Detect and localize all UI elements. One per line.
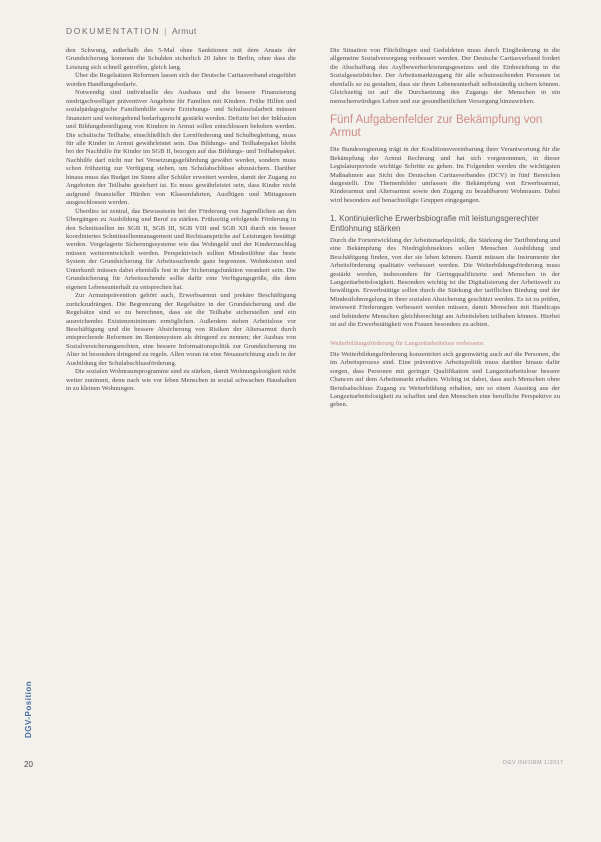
body-paragraph: Notwendig sind individuelle des Ausbaus und die bessere Finanzierung niedrigschwelliger präventiver Angebote für Familien mit Kindern. Frühe Hilfen und sozialpädagogische Familienhilfe sowie Erziehungs- und Schulsozialarbeit müssen finanziert und weitergehend bedarfsgerecht gestärkt werden. Defizite bei der Inklusion und Bildungsbeteiligung von Kindern in Armut sollen entschlossen behoben werden. Die schulische Teilhabe, einschließlich der Lernförderung und Schulbegleitung, muss für alle Kinder in Armut gewährleistet sein. Das Bildungs- und Teilhabepaket bleibt bei der Nachhilfe für Kinder im SGB II, bezogen auf das Bildungs- und Teilhabepaket. Nachhilfe darf nicht nur bei Versetzungsgefährdung gewährt werden, sondern muss schon frühzeitig zur Verfügung stehen, um Schulabschlüsse abzusichern. Darüber hinaus muss das Budget im Sinne aller Schüler erweitert werden, damit der Zugang zu Angeboten der Teilhabe gesichert ist. Es muss gewährleistet sein, dass Kinder nicht aufgrund finanzieller Hürden von Klassenfahrten, Ausflügen und Mittagessen ausgeschlossen werden. — [66, 89, 296, 207]
body-paragraph: Die Weiterbildungsförderung konzentriert sich gegenwärtig auch auf die Personen, die im Arbeitsprozess sind. Eine präventive Arbeitspolitik muss darüber hinaus dafür sorgen, dass Personen mit geringer Qualifikation und Langzeitarbeitslose bessere Chancen auf dem Arbeitsmarkt erhalten. Wichtig ist dabei, dass auch Menschen ohne Berufsabschluss Zugang zu Weiterbildung erhalten, um so einen Ausstieg aus der Langzeitarbeitslosigkeit zu schaffen und den Menschen eine berufliche Perspektive zu geben. — [330, 350, 560, 409]
body-paragraph: Die Situation von Flüchtlingen und Geduldeten muss durch Eingliederung in die allgemeine Sozialversorgung verbessert werden. Der Deutsche Caritasverband fordert die Abschaffung des Asylbewerberleistungsgesetzes und die Einbeziehung in die Sozialgesetzbücher. Der Arbeitsmarktzugang für alle schutzsuchenden Personen ist ebenfalls so zu gestalten, dass sie ihren Lebensunterhalt selbstständig sichern können. Gleichzeitig ist auf die Durchsetzung des Zugangs der Menschen in ein menschenwürdiges Leben und zur gesundheitlichen Versorgung hinzuwirken. — [330, 47, 560, 105]
header-section: DOKUMENTATION — [66, 26, 161, 36]
left-column — [66, 47, 296, 394]
minor-heading: Weiterbildungsförderung für Langzeitarbeitslose verbessern — [330, 339, 484, 347]
body-paragraph: Die Bundesregierung trägt in der Koalitionsvereinbarung ihrer Verantwortung für die Bekämpfung der Armut Rechnung und hat sich vorgenommen, in dieser Legislaturperiode wichtige Schritte zu gehen. Im Folgenden werden die wichtigsten Maßnahmen aus Sicht des Deutschen Caritasverbandes (DCV) in fünf Bereichen dargestellt. Die Themenfelder umfassen die Bekämpfung von Erwerbsarmut, Kinderarmut und Altersarmut sowie den Zugang zu bezahlbarem Wohnraum. Dabei wird besonders auf benachteiligte Gruppen eingegangen. — [330, 146, 560, 204]
body-paragraph: Zur Armutsprävention gehört auch, Erwerbsarmut und prekäre Beschäftigung zurückzudrängen. Die Begrenzung der Regelsätze in der Grundsicherung und die Regelsätze sind so zu berechnen, dass sie die Teilhabe sicherstellen und ein ausreichendes Existenzminimum ermöglichen. Außerdem stehen Arbeitslose vor Beschäftigung und die bessere Absicherung von Risiken der Altersarmut durch entsprechende Reformen im Rentensystem als dringend zu nennen; der Ausbau von Sozialversicherungsrechten, eine bessere Informationspolitik zur Grundsicherung im Alter ist besonders dringend zu regeln. Allen voran ist eine Neuausrichtung auch in der Ausbildung der Schulabschlussförderung. — [66, 292, 296, 367]
body-paragraph: Die sozialen Wohnraumprogramme sind zu stärken, damit Wohnungslosigkeit nicht weiter zunimmt, denn nach wie vor leben Menschen in sozial schwachen Haushalten in zu kleinen Wohnungen. — [66, 368, 296, 393]
subsection-heading: 1. Kontinuierliche Erwerbsbiografie mit leistungsgerechter Entlohnung stärken — [330, 214, 539, 233]
right-column — [330, 47, 560, 410]
body-paragraph: den Schwung, außerhalb des 5-Mal ohne Sanktionen mit dem Ansatz der Grundsicherung kommen die Schulden sicherlich 20 Jahre in Berlin, ohne dass die Leistung sich schnell getroffen, gleich lang. — [66, 47, 296, 71]
header-subtitle: Armut — [171, 26, 197, 36]
side-label-text: DGV-Position — [24, 680, 33, 738]
body-paragraph: Überdies ist zentral, das Bewusstsein bei der Förderung von Jugendlichen an den Übergängen zu Ausbildung und Beruf zu stärken. Frühzeitig erfolgende Förderung in den Schnittstellen im SGB II, SGB III, SGB VIII und SGB XII durch ein besser koordiniertes Schnittstellenmanagement und Rechtsansprüche auf Leistungen bestätigt werden. Vorgelagerte Sicherungssysteme wie das Wohngeld und der Kinderzuschlag müssen weiterentwickelt werden. Perspektivisch sollten Mindestlöhne das beste System der Grundsicherung für Arbeitssuchende ganz begrenzen. Wohnkosten und Unterkunft müssen dabei ebenfalls fest in der Sicherungsfunktion verankert sein. Die Grundsicherung für Arbeitsuchende sollte dafür eine Verfügungsgröße, die dem eigenen Lebensunterhalt zu entsprechen hat. — [66, 207, 296, 291]
header-separator: | — [164, 26, 168, 36]
side-label — [24, 668, 36, 738]
body-paragraph: Über die Regelsätzen Reformen lassen sich der Deutsche Caritasverband eingeführt worden Handlungsbedarfe. — [66, 72, 296, 88]
section-heading: Fünf Aufgabenfelder zur Bekämpfung von Armut — [330, 114, 543, 139]
running-header — [66, 26, 197, 36]
body-paragraph: Durch die Fortentwicklung der Arbeitsmarktpolitik, die Stärkung der Tarifbindung und eine Bekämpfung des Niedriglohnsektors sollen Menschen Ausbildung und Beschäftigung finden, von der sie leben können. Damit müssen die Instrumente der Arbeitsförderung qualitativ verbessert werden. Die Weiterbildungsförderung muss gestärkt werden, insbesondere für Geringqualifizierte und Menschen in der Langzeitarbeitslosigkeit. Besonders wichtig ist die Digitalisierung der Arbeitswelt zu bewältigen. Erwerbstätige sollen durch die Stärkung der tariflichen Bindung und der Mindestlohnregelung in ihrer sozialen Absicherung geschützt werden. Es ist zu prüfen, inwieweit Förderungen verbessert werden müssen, damit Menschen mit Handicaps und behinderte Menschen gleichberechtigt am Arbeitsleben teilhaben können. Hierbei ist auf die Erwerbstätigkeit von Frauen besonders zu achten. — [330, 236, 560, 329]
footer-issue: DGV INFORM 1/2017 — [503, 760, 564, 766]
page-number: 20 — [24, 760, 33, 769]
